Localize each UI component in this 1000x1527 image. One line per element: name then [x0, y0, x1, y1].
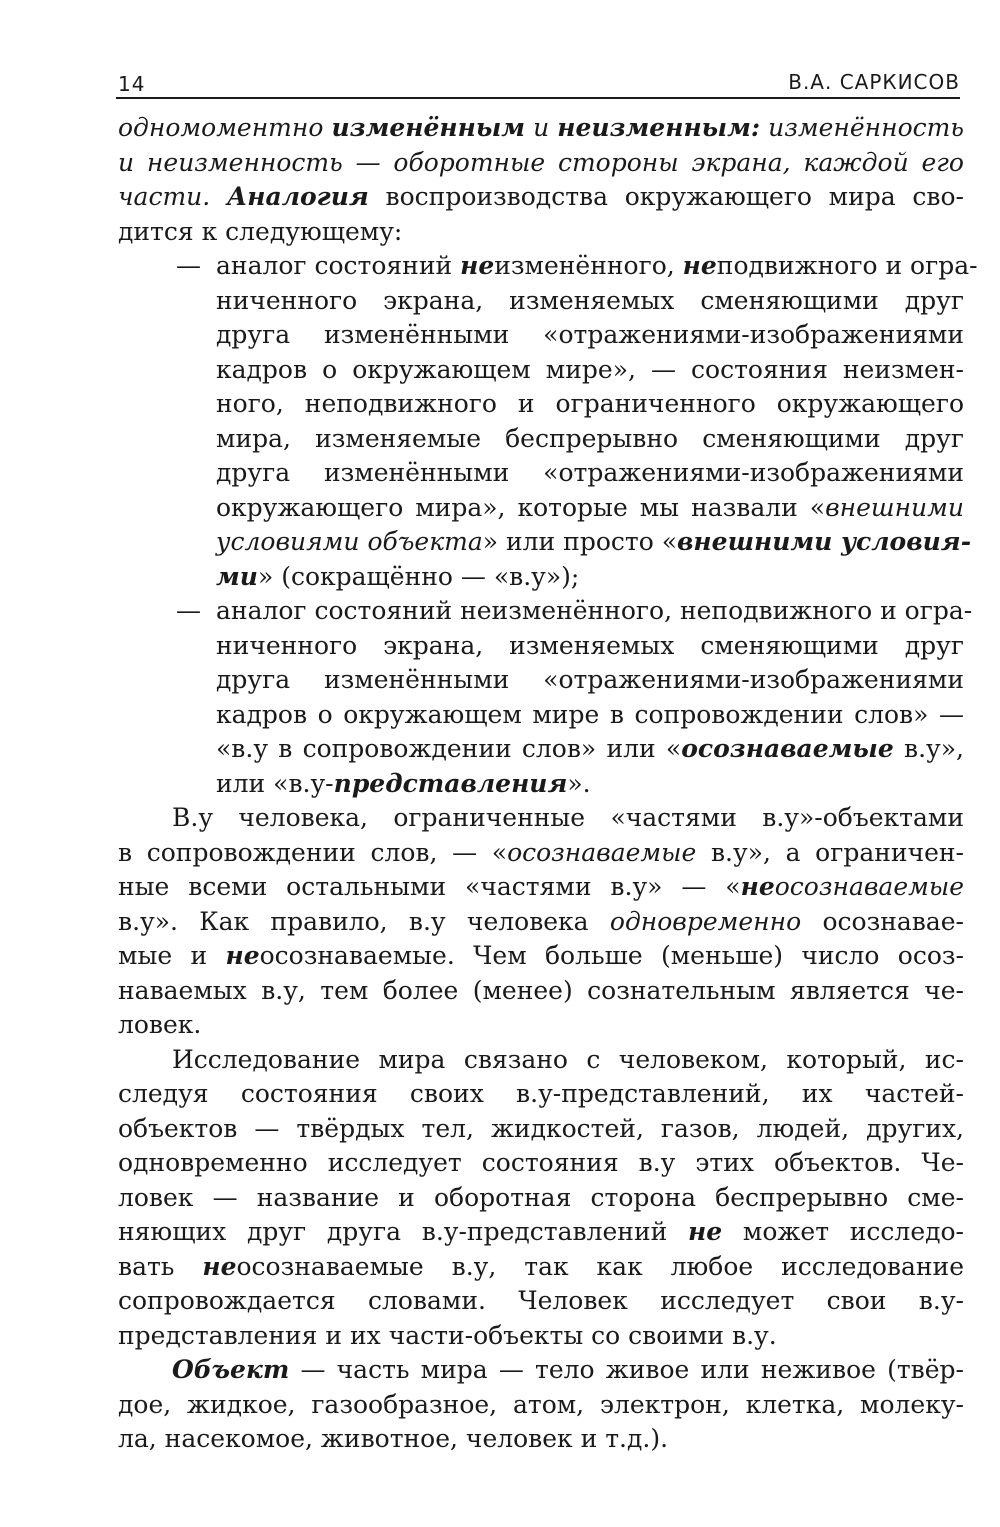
- paragraph-2-line: [118, 907, 964, 937]
- text-run: » (сокращённо — «в.у»);: [257, 561, 580, 591]
- text-run: не: [225, 941, 260, 970]
- text-run: наваемых в.у, тем более (менее) сознательным является че-: [118, 975, 964, 1005]
- paragraph-2-line: [118, 976, 964, 1006]
- text-run: подвижного и огра-: [716, 251, 978, 280]
- text-run: ми: [216, 561, 258, 591]
- paragraph-3-line: [118, 1252, 964, 1282]
- text-run: в.у»,: [893, 734, 964, 763]
- text-run: ные всеми остальными «частями в.у» — «: [118, 872, 741, 901]
- text-run: и неизменность — оборотные стороны экрана, каждой его: [118, 147, 964, 177]
- paragraph-2-line: [118, 1010, 201, 1040]
- text-run: сопровождается словами. Человек исследует свои в.у-: [118, 1286, 964, 1315]
- paragraph-3-line: [118, 1148, 964, 1178]
- text-run: дое, жидкое, газообразное, атом, электрон, клетка, молеку-: [118, 1389, 964, 1419]
- text-run: может исследо-: [722, 1217, 965, 1246]
- text-run: аналог состояний неизменённого, неподвижного и огра-: [216, 596, 973, 625]
- list-item-2-line: [216, 596, 973, 626]
- list-item-1-dash: —: [176, 251, 201, 280]
- list-item-1-line: [216, 458, 964, 488]
- paragraph-4-line: [172, 1355, 964, 1385]
- paragraph-3-line: [118, 1217, 964, 1247]
- text-run: друга изменёнными «отражениями-изображениями: [216, 665, 964, 694]
- text-run: осознаваемые: [507, 837, 697, 867]
- list-item-1-line: [216, 320, 964, 350]
- text-run: представления и их части-объекты со своими в.у.: [118, 1320, 777, 1350]
- paragraph-4-line: [118, 1424, 668, 1454]
- text-run: следуя состояния своих в.у-представлений, их частей-: [118, 1079, 964, 1108]
- text-run: не: [740, 872, 775, 901]
- text-run: кадров о окружающем мире в сопровождении слов» —: [216, 699, 964, 729]
- text-run: друга изменёнными «отражениями-изображениями: [216, 320, 964, 349]
- text-run: ловек — название и оборотная сторона беспрерывно сме-: [118, 1182, 964, 1212]
- text-run: ловек.: [118, 1010, 202, 1039]
- paragraph-3-line: [118, 1183, 964, 1213]
- text-run: изменённого,: [494, 251, 683, 280]
- text-run: не: [460, 251, 495, 280]
- text-run: Объект: [172, 1355, 290, 1384]
- text-run: ».: [567, 768, 591, 798]
- running-header-author: В.А. САРКИСОВ: [788, 70, 960, 94]
- text-run: окружающего мира», которые мы назвали «: [216, 492, 826, 522]
- text-run: в.у», а ограничен-: [696, 837, 964, 867]
- text-run: ного, неподвижного и ограниченного окружающего: [216, 389, 964, 418]
- text-run: одновременно: [609, 906, 802, 936]
- text-run: осознавае-: [801, 906, 964, 936]
- list-item-2-line: [216, 665, 964, 695]
- text-run: мые и: [118, 941, 226, 970]
- text-run: осознаваемые. Чем больше (меньше) число осоз-: [259, 941, 964, 970]
- list-item-1-line: [216, 355, 964, 385]
- list-item-2-line: [216, 631, 964, 661]
- text-run: кадров о окружающем мире», — состояния неизмен-: [216, 354, 964, 384]
- paragraph-2-line: [118, 872, 964, 902]
- text-run: изменённость: [760, 113, 964, 142]
- text-run: части.: [118, 182, 227, 211]
- list-item-1-line: [216, 493, 964, 523]
- paragraph-1-line: [118, 217, 402, 247]
- text-run: внешними условия-: [677, 527, 972, 556]
- text-run: внешними: [825, 492, 964, 522]
- text-run: не: [202, 1251, 237, 1281]
- text-run: осознаваемые: [774, 872, 964, 901]
- text-run: вать: [118, 1251, 203, 1281]
- text-run: «в.у в сопровождении слов» или «: [216, 734, 682, 763]
- text-run: аналог состояний: [216, 251, 461, 280]
- text-run: одномоментно: [118, 113, 332, 142]
- list-item-1-line: [216, 527, 972, 557]
- text-run: В.у человека, ограниченные «частями в.у»-объектами: [172, 803, 964, 832]
- paragraph-3-line: [118, 1321, 777, 1351]
- list-item-2-line: [216, 769, 591, 799]
- paragraph-3-line: [118, 1079, 964, 1109]
- text-run: не: [688, 1217, 723, 1246]
- text-run: или «в.у-: [216, 768, 334, 798]
- list-item-1-line: [216, 389, 964, 419]
- text-run: ла, насекомое, животное, человек и т.д.).: [118, 1424, 669, 1453]
- text-run: » или просто «: [482, 527, 678, 556]
- text-run: неизменным:: [557, 113, 761, 142]
- paragraph-3-line: [118, 1114, 964, 1144]
- text-run: осознаваемые: [681, 734, 894, 763]
- text-run: воспроизводства окружающего мира сво-: [368, 182, 964, 211]
- text-run: в сопровождении слов, — «: [118, 837, 508, 867]
- paragraph-3-line: [172, 1045, 964, 1075]
- text-run: представления: [333, 768, 568, 798]
- text-run: не: [682, 251, 717, 280]
- text-run: — часть мира — тело живое или неживое (твёр-: [289, 1355, 964, 1384]
- paragraph-1-line: [118, 182, 964, 212]
- text-run: осознаваемые в.у, так как любое исследование: [236, 1251, 964, 1281]
- header-rule: [116, 97, 960, 99]
- list-item-2-line: [216, 734, 964, 764]
- text-run: объектов — твёрдых тел, жидкостей, газов, людей, других,: [118, 1113, 964, 1143]
- text-run: Аналогия: [226, 182, 369, 211]
- paragraph-3-line: [118, 1286, 964, 1316]
- paragraph-2-line: [172, 803, 964, 833]
- paragraph-1-line: [118, 113, 964, 143]
- paragraph-4-line: [118, 1390, 964, 1420]
- text-run: няющих друг друга в.у-представлений: [118, 1217, 689, 1246]
- paragraph-1-line: [118, 148, 964, 178]
- list-item-1-line: [216, 251, 978, 281]
- list-item-1-line: [216, 424, 964, 454]
- text-run: условиями объекта: [216, 527, 483, 556]
- list-item-2-line: [216, 700, 964, 730]
- paragraph-2-line: [118, 941, 964, 971]
- list-item-2-dash: —: [176, 596, 201, 625]
- list-item-1-line: [216, 562, 579, 592]
- text-run: Исследование мира связано с человеком, который, ис-: [172, 1044, 964, 1074]
- text-run: дится к следующему:: [118, 216, 403, 246]
- text-run: изменённым: [331, 113, 526, 142]
- text-run: друга изменёнными «отражениями-изображениями: [216, 458, 964, 487]
- text-run: ниченного экрана, изменяемых сменяющими друг: [216, 630, 964, 660]
- page-number: 14: [118, 72, 146, 96]
- text-run: одновременно исследует состояния в.у этих объектов. Че-: [118, 1148, 964, 1177]
- text-run: в.у». Как правило, в.у человека: [118, 906, 610, 936]
- paragraph-2-line: [118, 838, 964, 868]
- list-item-1-line: [216, 286, 964, 316]
- text-run: ниченного экрана, изменяемых сменяющими друг: [216, 285, 964, 315]
- text-run: и: [525, 113, 558, 142]
- text-run: мира, изменяемые беспрерывно сменяющими друг: [216, 423, 964, 453]
